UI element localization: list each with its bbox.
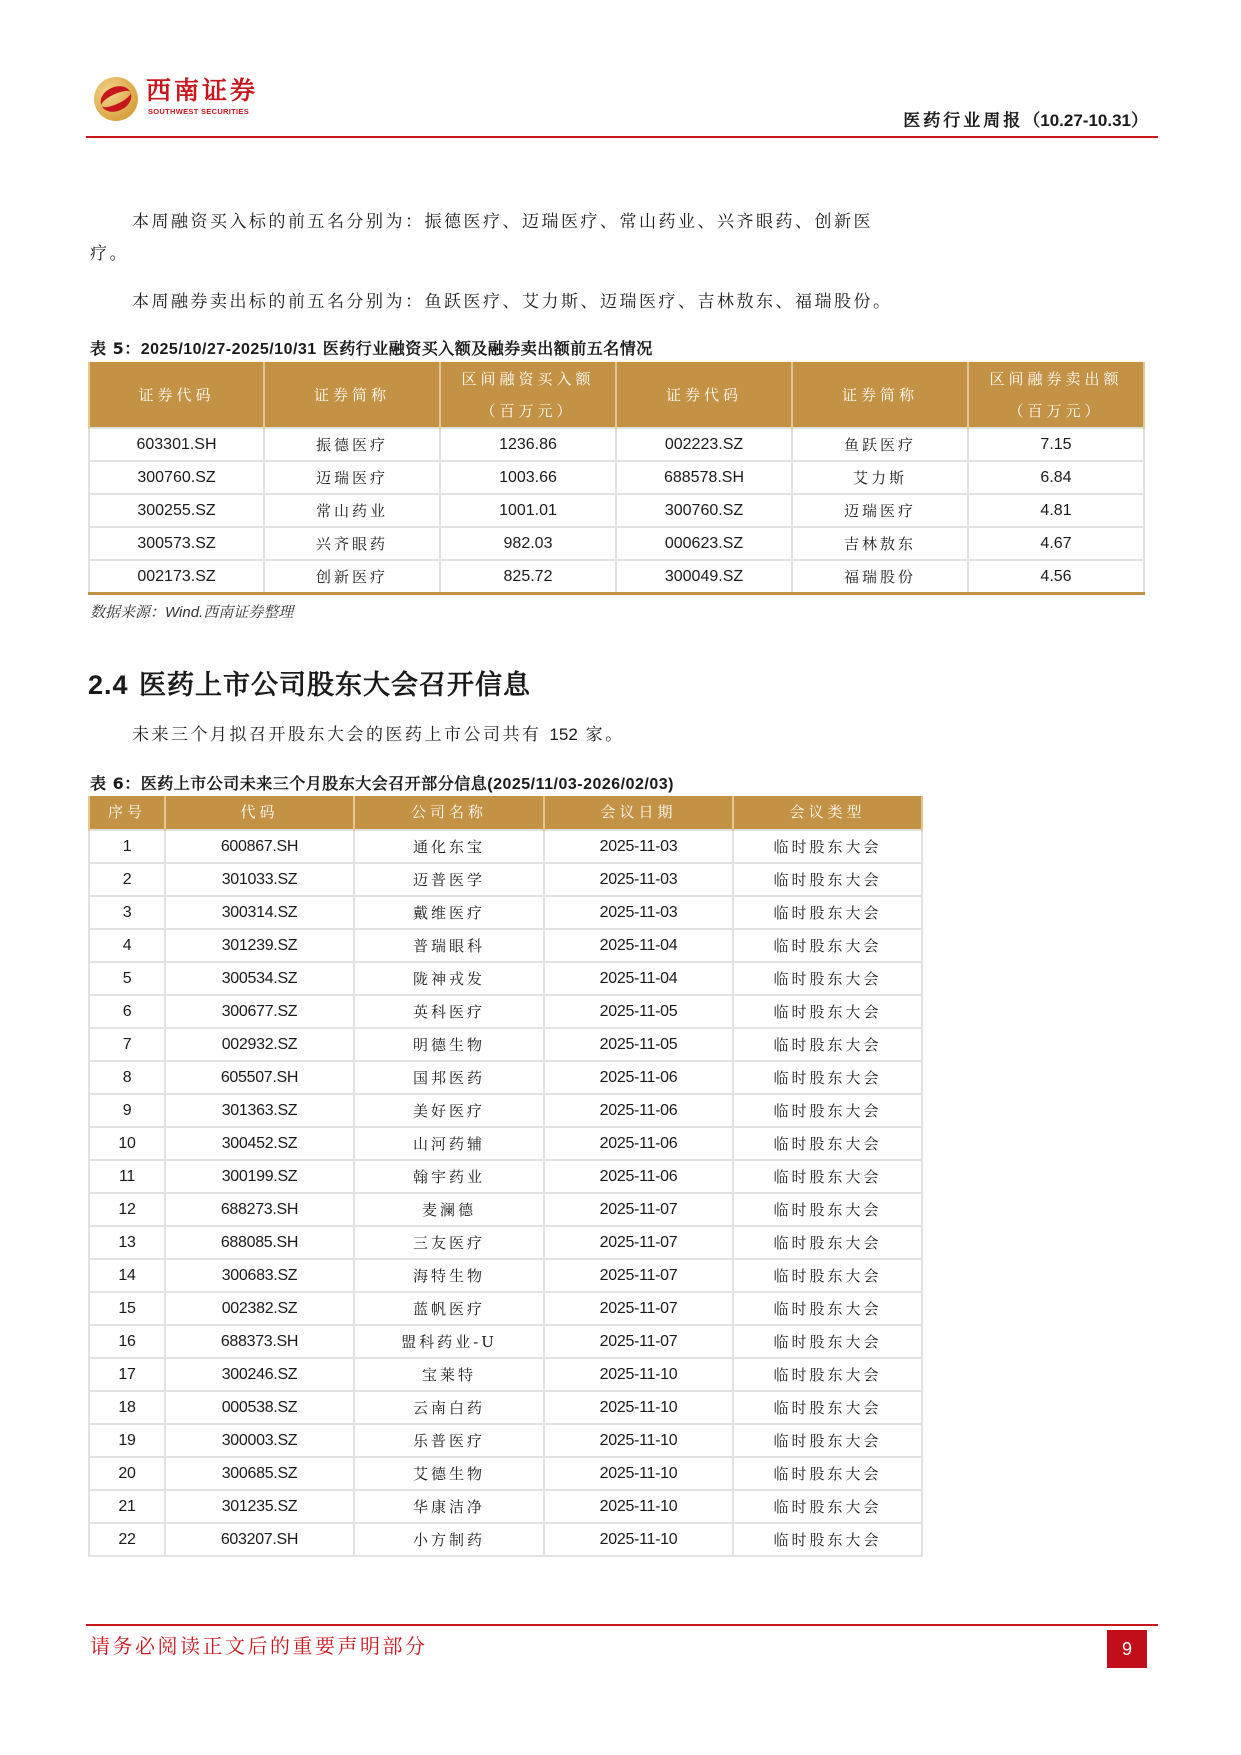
cell-code: 300677.SZ xyxy=(165,995,354,1028)
cell-company: 明德生物 xyxy=(354,1028,544,1061)
table-row xyxy=(89,1226,922,1259)
cell-seq: 3 xyxy=(89,896,165,929)
shareholder-meeting-table xyxy=(88,796,923,1557)
cell-date: 2025-11-10 xyxy=(544,1391,733,1424)
cell-code: 688273.SH xyxy=(165,1193,354,1226)
table6-caption-range: (2025/11/03-2026/02/03) xyxy=(487,776,674,793)
cell-code: 300452.SZ xyxy=(165,1127,354,1160)
table6-caption xyxy=(90,771,674,794)
cell-date: 2025-11-03 xyxy=(544,830,733,863)
table-row xyxy=(89,1292,922,1325)
cell-seq: 6 xyxy=(89,995,165,1028)
cell-code: 002223.SZ xyxy=(616,428,792,461)
cell-company: 三友医疗 xyxy=(354,1226,544,1259)
cell-company: 云南白药 xyxy=(354,1391,544,1424)
cell-date: 2025-11-07 xyxy=(544,1226,733,1259)
table5-caption-label: 表 5： xyxy=(90,339,141,358)
paragraph-margin-buy: 本周融资买入标的前五名分别为：振德医疗、迈瑞医疗、常山药业、兴齐眼药、创新医 xyxy=(132,212,873,232)
section-number: 2.4 xyxy=(88,670,129,700)
cell-meeting-type: 临时股东大会 xyxy=(733,1457,922,1490)
cell-code: 002382.SZ xyxy=(165,1292,354,1325)
cell-meeting-type: 临时股东大会 xyxy=(733,1391,922,1424)
report-title xyxy=(903,106,1148,131)
cell-meeting-type: 临时股东大会 xyxy=(733,1325,922,1358)
footer-divider xyxy=(86,1624,1158,1626)
table-row xyxy=(89,428,1144,461)
cell-meeting-type: 临时股东大会 xyxy=(733,1358,922,1391)
cell-date: 2025-11-07 xyxy=(544,1325,733,1358)
cell-company: 陇神戎发 xyxy=(354,962,544,995)
cell-code: 002932.SZ xyxy=(165,1028,354,1061)
cell-seq: 11 xyxy=(89,1160,165,1193)
table-row xyxy=(89,830,922,863)
table-row xyxy=(89,1028,922,1061)
cell-name: 兴齐眼药 xyxy=(264,527,440,560)
cell-buy-amount: 825.72 xyxy=(440,560,616,594)
cell-seq: 20 xyxy=(89,1457,165,1490)
cell-seq: 4 xyxy=(89,929,165,962)
cell-company: 普瑞眼科 xyxy=(354,929,544,962)
cell-meeting-type: 临时股东大会 xyxy=(733,1490,922,1523)
cell-name: 吉林敖东 xyxy=(792,527,968,560)
cell-code: 600867.SH xyxy=(165,830,354,863)
cell-date: 2025-11-06 xyxy=(544,1127,733,1160)
cell-code: 300049.SZ xyxy=(616,560,792,594)
cell-code: 300314.SZ xyxy=(165,896,354,929)
cell-company: 美好医疗 xyxy=(354,1094,544,1127)
cell-meeting-type: 临时股东大会 xyxy=(733,1193,922,1226)
page-number: 9 xyxy=(1107,1630,1147,1668)
cell-date: 2025-11-10 xyxy=(544,1490,733,1523)
cell-date: 2025-11-10 xyxy=(544,1358,733,1391)
cell-name: 迈瑞医疗 xyxy=(792,494,968,527)
cell-code: 300760.SZ xyxy=(616,494,792,527)
cell-date: 2025-11-06 xyxy=(544,1061,733,1094)
report-title-text: 医药行业周报 xyxy=(903,111,1024,131)
cell-seq: 8 xyxy=(89,1061,165,1094)
cell-seq: 16 xyxy=(89,1325,165,1358)
cell-seq: 7 xyxy=(89,1028,165,1061)
header-divider xyxy=(86,136,1158,138)
paragraph-meeting-count: 未来三个月拟召开股东大会的医药上市公司共有 152 家。 xyxy=(132,725,625,745)
cell-seq: 18 xyxy=(89,1391,165,1424)
cell-code: 603207.SH xyxy=(165,1523,354,1556)
cell-buy-amount: 1003.66 xyxy=(440,461,616,494)
cell-code: 688085.SH xyxy=(165,1226,354,1259)
cell-company: 英科医疗 xyxy=(354,995,544,1028)
cell-company: 国邦医药 xyxy=(354,1061,544,1094)
cell-code: 300534.SZ xyxy=(165,962,354,995)
table-row xyxy=(89,560,1144,594)
cell-company: 艾德生物 xyxy=(354,1457,544,1490)
cell-meeting-type: 临时股东大会 xyxy=(733,1259,922,1292)
cell-date: 2025-11-07 xyxy=(544,1259,733,1292)
table-row xyxy=(89,1523,922,1556)
cell-seq: 13 xyxy=(89,1226,165,1259)
table5-caption-text: 医药行业融资买入额及融券卖出额前五名情况 xyxy=(316,339,653,358)
cell-date: 2025-11-05 xyxy=(544,995,733,1028)
cell-code: 000538.SZ xyxy=(165,1391,354,1424)
col-header-sell-amount: 区间融券卖出额 （百万元） xyxy=(968,362,1144,428)
cell-date: 2025-11-05 xyxy=(544,1028,733,1061)
cell-meeting-type: 临时股东大会 xyxy=(733,929,922,962)
cell-sell-amount: 4.67 xyxy=(968,527,1144,560)
cell-meeting-type: 临时股东大会 xyxy=(733,1226,922,1259)
table-row xyxy=(89,863,922,896)
cell-date: 2025-11-07 xyxy=(544,1193,733,1226)
cell-meeting-type: 临时股东大会 xyxy=(733,1160,922,1193)
cell-seq: 22 xyxy=(89,1523,165,1556)
table-row xyxy=(89,1358,922,1391)
table-row xyxy=(89,1127,922,1160)
cell-date: 2025-11-10 xyxy=(544,1523,733,1556)
report-period: （10.27-10.31） xyxy=(1023,111,1148,130)
cell-code: 300573.SZ xyxy=(89,527,264,560)
paragraph-short-sell: 本周融券卖出标的前五名分别为：鱼跃医疗、艾力斯、迈瑞医疗、吉林敖东、福瑞股份。 xyxy=(132,292,893,312)
table-row xyxy=(89,896,922,929)
table6-caption-text: 医药上市公司未来三个月股东大会召开部分信息 xyxy=(140,774,488,793)
col-header-code-b: 证券代码 xyxy=(616,362,792,428)
cell-meeting-type: 临时股东大会 xyxy=(733,896,922,929)
cell-seq: 2 xyxy=(89,863,165,896)
cell-date: 2025-11-03 xyxy=(544,863,733,896)
cell-date: 2025-11-04 xyxy=(544,929,733,962)
cell-code: 301033.SZ xyxy=(165,863,354,896)
table-row xyxy=(89,929,922,962)
cell-code: 688373.SH xyxy=(165,1325,354,1358)
cell-name: 鱼跃医疗 xyxy=(792,428,968,461)
cell-code: 300255.SZ xyxy=(89,494,264,527)
cell-code: 300003.SZ xyxy=(165,1424,354,1457)
col-header-date: 会议日期 xyxy=(544,796,733,830)
cell-buy-amount: 1001.01 xyxy=(440,494,616,527)
cell-company: 小方制药 xyxy=(354,1523,544,1556)
cell-company: 蓝帆医疗 xyxy=(354,1292,544,1325)
cell-seq: 19 xyxy=(89,1424,165,1457)
cell-name: 艾力斯 xyxy=(792,461,968,494)
cell-company: 迈普医学 xyxy=(354,863,544,896)
cell-code: 300685.SZ xyxy=(165,1457,354,1490)
cell-date: 2025-11-06 xyxy=(544,1094,733,1127)
cell-code: 688578.SH xyxy=(616,461,792,494)
cell-meeting-type: 临时股东大会 xyxy=(733,995,922,1028)
table-row xyxy=(89,1457,922,1490)
cell-meeting-type: 临时股东大会 xyxy=(733,1523,922,1556)
cell-date: 2025-11-10 xyxy=(544,1457,733,1490)
col-header-code-a: 证券代码 xyxy=(89,362,264,428)
cell-meeting-type: 临时股东大会 xyxy=(733,1292,922,1325)
col-header-seq: 序号 xyxy=(89,796,165,830)
data-source-note: 数据来源：Wind.西南证券整理 xyxy=(90,603,294,621)
table5-caption xyxy=(90,336,653,359)
col-header-code: 代码 xyxy=(165,796,354,830)
cell-company: 盟科药业-U xyxy=(354,1325,544,1358)
cell-buy-amount: 982.03 xyxy=(440,527,616,560)
margin-trading-table xyxy=(88,362,1145,595)
cell-seq: 14 xyxy=(89,1259,165,1292)
cell-code: 301363.SZ xyxy=(165,1094,354,1127)
table5-caption-dates: 2025/10/27-2025/10/31 xyxy=(140,341,317,358)
table-row xyxy=(89,1160,922,1193)
table6-caption-label: 表 6： xyxy=(90,774,141,793)
col-header-company: 公司名称 xyxy=(354,796,544,830)
cell-company: 翰宇药业 xyxy=(354,1160,544,1193)
table-row xyxy=(89,1325,922,1358)
cell-meeting-type: 临时股东大会 xyxy=(733,863,922,896)
cell-sell-amount: 6.84 xyxy=(968,461,1144,494)
cell-sell-amount: 4.56 xyxy=(968,560,1144,594)
col-header-buy-amount: 区间融资买入额 （百万元） xyxy=(440,362,616,428)
cell-date: 2025-11-10 xyxy=(544,1424,733,1457)
table-row xyxy=(89,1391,922,1424)
cell-seq: 12 xyxy=(89,1193,165,1226)
table-row xyxy=(89,527,1144,560)
cell-meeting-type: 临时股东大会 xyxy=(733,830,922,863)
cell-code: 300760.SZ xyxy=(89,461,264,494)
cell-code: 002173.SZ xyxy=(89,560,264,594)
cell-company: 山河药辅 xyxy=(354,1127,544,1160)
table-row xyxy=(89,1424,922,1457)
company-logo xyxy=(94,75,259,127)
table-row xyxy=(89,1061,922,1094)
cell-company: 海特生物 xyxy=(354,1259,544,1292)
cell-name: 创新医疗 xyxy=(264,560,440,594)
cell-meeting-type: 临时股东大会 xyxy=(733,962,922,995)
cell-company: 华康洁净 xyxy=(354,1490,544,1523)
cell-code: 301235.SZ xyxy=(165,1490,354,1523)
cell-company: 麦澜德 xyxy=(354,1193,544,1226)
cell-name: 迈瑞医疗 xyxy=(264,461,440,494)
table-row xyxy=(89,1193,922,1226)
col-header-type: 会议类型 xyxy=(733,796,922,830)
cell-seq: 21 xyxy=(89,1490,165,1523)
cell-date: 2025-11-07 xyxy=(544,1292,733,1325)
cell-company: 戴维医疗 xyxy=(354,896,544,929)
logo-english-name: SOUTHWEST SECURITIES xyxy=(148,107,250,116)
table-row xyxy=(89,461,1144,494)
section-heading xyxy=(88,663,531,702)
cell-name: 福瑞股份 xyxy=(792,560,968,594)
cell-company: 通化东宝 xyxy=(354,830,544,863)
cell-meeting-type: 临时股东大会 xyxy=(733,1424,922,1457)
cell-company: 宝莱特 xyxy=(354,1358,544,1391)
cell-code: 603301.SH xyxy=(89,428,264,461)
footer-disclaimer: 请务必阅读正文后的重要声明部分 xyxy=(90,1634,428,1658)
cell-seq: 5 xyxy=(89,962,165,995)
paragraph-margin-buy-continued: 疗。 xyxy=(90,244,129,264)
col-header-name-a: 证券简称 xyxy=(264,362,440,428)
cell-buy-amount: 1236.86 xyxy=(440,428,616,461)
cell-meeting-type: 临时股东大会 xyxy=(733,1094,922,1127)
cell-meeting-type: 临时股东大会 xyxy=(733,1028,922,1061)
cell-code: 605507.SH xyxy=(165,1061,354,1094)
cell-code: 300246.SZ xyxy=(165,1358,354,1391)
table-header-row xyxy=(89,796,922,830)
cell-seq: 9 xyxy=(89,1094,165,1127)
table-row xyxy=(89,1259,922,1292)
cell-meeting-type: 临时股东大会 xyxy=(733,1061,922,1094)
section-title: 医药上市公司股东大会召开信息 xyxy=(128,670,531,701)
logo-chinese-name: 西南证券 xyxy=(146,76,259,105)
cell-date: 2025-11-04 xyxy=(544,962,733,995)
table-header-row xyxy=(89,362,1144,428)
table-row xyxy=(89,1490,922,1523)
logo-emblem-icon xyxy=(94,77,138,121)
cell-code: 000623.SZ xyxy=(616,527,792,560)
cell-meeting-type: 临时股东大会 xyxy=(733,1127,922,1160)
cell-code: 300199.SZ xyxy=(165,1160,354,1193)
cell-code: 301239.SZ xyxy=(165,929,354,962)
cell-sell-amount: 7.15 xyxy=(968,428,1144,461)
table-row xyxy=(89,1094,922,1127)
cell-seq: 10 xyxy=(89,1127,165,1160)
cell-seq: 17 xyxy=(89,1358,165,1391)
table-row xyxy=(89,995,922,1028)
cell-company: 乐普医疗 xyxy=(354,1424,544,1457)
cell-date: 2025-11-03 xyxy=(544,896,733,929)
cell-seq: 15 xyxy=(89,1292,165,1325)
company-count: 152 xyxy=(549,725,578,744)
table-row xyxy=(89,962,922,995)
table-row xyxy=(89,494,1144,527)
cell-name: 常山药业 xyxy=(264,494,440,527)
cell-name: 振德医疗 xyxy=(264,428,440,461)
cell-date: 2025-11-06 xyxy=(544,1160,733,1193)
cell-seq: 1 xyxy=(89,830,165,863)
cell-code: 300683.SZ xyxy=(165,1259,354,1292)
col-header-name-b: 证券简称 xyxy=(792,362,968,428)
cell-sell-amount: 4.81 xyxy=(968,494,1144,527)
